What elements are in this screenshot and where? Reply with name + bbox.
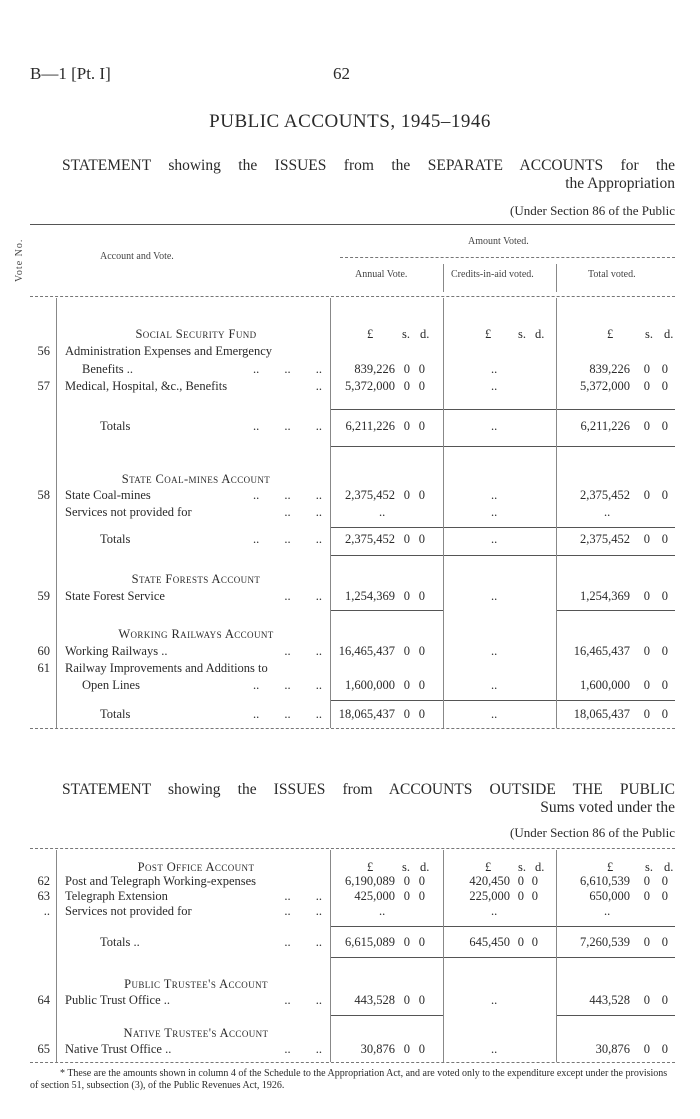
leader-dots: .. .. [284, 505, 322, 519]
total-voted-shillings: 0 [643, 935, 650, 949]
column-line [330, 298, 331, 728]
total-voted-pence: 0 [661, 889, 668, 903]
table-row [0, 488, 700, 504]
annual-vote-pence: 0 [418, 889, 425, 903]
account-heading: Social Security Fund [135, 327, 257, 341]
header-col-line [443, 264, 444, 292]
shillings-symbol: s. [645, 327, 653, 341]
table1-subtitle: (Under Section 86 of the Public [510, 203, 675, 218]
annual-vote-pounds: 425,000 [354, 889, 395, 903]
footnote: * These are the amounts shown in column 4 of the Schedule to the Appropriation Act, and are voted only to the expenditure except under the provisions of section 51, subsection (3), of the Public Revenues Act, 1926. [30, 1068, 668, 1091]
subtotal-rule [444, 926, 556, 927]
credits-in-aid-dash: .. [491, 362, 498, 376]
total-voted-pence: 0 [661, 379, 668, 393]
account-heading: Post Office Account [137, 860, 255, 874]
annual-vote-pence: 0 [418, 589, 425, 603]
leader-dots: .. .. .. [253, 419, 322, 433]
totals-row [0, 935, 700, 951]
subtotal-rule [331, 610, 443, 611]
table-row [0, 362, 700, 378]
table1-statement: STATEMENT showing the ISSUES from the SEPARATE ACCOUNTS for the [62, 157, 675, 174]
annual-vote-shillings: 0 [403, 589, 410, 603]
annual-vote-dash: .. [379, 904, 386, 918]
total-voted-pounds: 650,000 [589, 889, 630, 903]
shillings-symbol: s. [518, 327, 526, 341]
subtotal-rule [557, 610, 675, 611]
credits-in-aid-dash: .. [491, 644, 498, 658]
column-line [556, 850, 557, 1062]
pence-symbol: d. [420, 860, 430, 874]
subtotal-rule [444, 957, 556, 958]
credits-in-aid-dash: .. [491, 379, 498, 393]
table-row [0, 678, 700, 694]
credits-in-aid-pence: 0 [531, 889, 538, 903]
leader-dots: .. .. .. [253, 678, 322, 692]
annual-vote-pence: 0 [418, 644, 425, 658]
row-label: Working Railways .. [65, 644, 168, 658]
annual-vote-pounds: 2,375,452 [345, 532, 395, 546]
annual-vote-pounds: 443,528 [354, 993, 395, 1007]
credits-in-aid-shillings: 0 [517, 874, 524, 888]
document-code: B—1 [Pt. I] [30, 64, 111, 83]
total-voted-shillings: 0 [643, 532, 650, 546]
annual-vote-shillings: 0 [403, 678, 410, 692]
subtotal-rule [444, 700, 556, 701]
row-label: Native Trust Office .. [65, 1042, 172, 1056]
table-row [0, 1042, 700, 1058]
credits-in-aid-dash: .. [491, 707, 498, 721]
total-voted-shillings: 0 [643, 488, 650, 502]
leader-dots: .. .. .. [253, 707, 322, 721]
shillings-symbol: s. [402, 327, 410, 341]
table1-top-rule [30, 224, 675, 225]
row-label: Totals .. [100, 935, 140, 949]
table2-statement-cont: Sums voted under the [540, 799, 675, 816]
vote-number: 64 [37, 993, 50, 1007]
subtotal-rule [331, 446, 443, 447]
credits-in-aid-shillings: 0 [517, 935, 524, 949]
credits-in-aid-dash: .. [491, 589, 498, 603]
leader-dots: .. .. .. [253, 532, 322, 546]
leader-dots: .. .. .. [253, 488, 322, 502]
annual-vote-pence: 0 [418, 1042, 425, 1056]
shillings-symbol: s. [402, 860, 410, 874]
subtotal-rule [331, 957, 443, 958]
leader-dots: .. .. [284, 589, 322, 603]
total-voted-pounds: 2,375,452 [580, 532, 630, 546]
column-line [556, 298, 557, 728]
credits-in-aid-dash: .. [491, 488, 498, 502]
vote-number: 62 [37, 874, 50, 888]
annual-vote-shillings: 0 [403, 419, 410, 433]
row-label: Post and Telegraph Working-expenses [65, 874, 257, 888]
subtotal-rule [557, 409, 675, 410]
credits-in-aid-dash: .. [491, 678, 498, 692]
leader-dots: .. .. [284, 935, 322, 949]
vote-no-header: Vote No. [14, 238, 25, 282]
annual-vote-pounds: 6,211,226 [345, 419, 395, 433]
total-voted-shillings: 0 [643, 644, 650, 658]
column-line [330, 850, 331, 1062]
subtotal-rule [331, 527, 443, 528]
total-voted-pence: 0 [661, 488, 668, 502]
annual-vote-shillings: 0 [403, 707, 410, 721]
shillings-symbol: s. [518, 860, 526, 874]
total-voted-dash: .. [604, 505, 611, 519]
annual-vote-shillings: 0 [403, 889, 410, 903]
vote-number: 61 [37, 661, 50, 675]
credits-in-aid-pounds: 420,450 [469, 874, 510, 888]
account-heading: Public Trustee's Account [124, 977, 268, 991]
annual-vote-pence: 0 [418, 488, 425, 502]
subtotal-rule [557, 527, 675, 528]
table-row [0, 661, 700, 677]
credits-in-aid-pence: 0 [531, 935, 538, 949]
header-divider [340, 257, 675, 258]
credits-in-aid-pounds: 645,450 [469, 935, 510, 949]
row-label: Telegraph Extension [65, 889, 168, 903]
leader-dots: .. .. [284, 644, 322, 658]
subtotal-rule [557, 700, 675, 701]
total-voted-pounds: 6,211,226 [580, 419, 630, 433]
column-line [443, 298, 444, 728]
vote-number: 65 [37, 1042, 50, 1056]
account-heading-row [0, 572, 700, 588]
pence-symbol: d. [664, 327, 674, 341]
total-voted-shillings: 0 [643, 1042, 650, 1056]
amount-voted-header: Amount Voted. [468, 236, 529, 247]
total-voted-shillings: 0 [643, 419, 650, 433]
annual-vote-pence: 0 [418, 678, 425, 692]
total-voted-pence: 0 [661, 419, 668, 433]
credits-in-aid-pounds: 225,000 [469, 889, 510, 903]
table-bottom-rule [30, 1062, 675, 1063]
annual-vote-shillings: 0 [403, 379, 410, 393]
table2-top-rule [30, 848, 675, 849]
row-label: Totals [100, 419, 131, 433]
vote-number: 60 [37, 644, 50, 658]
annual-vote-pence: 0 [418, 935, 425, 949]
credits-in-aid-dash: .. [491, 904, 498, 918]
account-heading-row [0, 977, 700, 993]
credits-in-aid-dash: .. [491, 505, 498, 519]
total-voted-shillings: 0 [643, 993, 650, 1007]
table-bottom-rule [30, 728, 675, 729]
total-voted-pounds: 18,065,437 [573, 707, 630, 721]
page-number: 62 [333, 64, 350, 83]
column-line [56, 298, 57, 728]
total-voted-pence: 0 [661, 678, 668, 692]
table-row [0, 874, 700, 890]
row-label: Medical, Hospital, &c., Benefits [65, 379, 228, 393]
row-label: Administration Expenses and Emergency [65, 344, 273, 358]
table-row [0, 379, 700, 395]
credits-in-aid-pence: 0 [531, 874, 538, 888]
totals-row [0, 419, 700, 435]
account-heading-row [0, 1026, 700, 1042]
table2-statement: STATEMENT showing the ISSUES from ACCOUNTS OUTSIDE THE PUBLIC [62, 781, 675, 798]
subtotal-rule [331, 1015, 443, 1016]
subtotal-rule [444, 446, 556, 447]
credits-in-aid-shillings: 0 [517, 889, 524, 903]
annual-vote-pounds: 1,600,000 [345, 678, 395, 692]
credits-in-aid-dash: .. [491, 419, 498, 433]
row-label: Totals [100, 707, 131, 721]
annual-vote-shillings: 0 [403, 362, 410, 376]
total-voted-pence: 0 [661, 362, 668, 376]
row-label: Public Trust Office .. [65, 993, 170, 1007]
credits-in-aid-dash: .. [491, 993, 498, 1007]
total-voted-shillings: 0 [643, 889, 650, 903]
table2-subtitle: (Under Section 86 of the Public [510, 825, 675, 840]
header-bottom-rule [30, 296, 675, 297]
subtotal-rule [557, 926, 675, 927]
annual-vote-pounds: 2,375,452 [345, 488, 395, 502]
annual-vote-shillings: 0 [403, 993, 410, 1007]
totals-row [0, 707, 700, 723]
annual-vote-header: Annual Vote. [355, 269, 408, 280]
row-label: Services not provided for [65, 505, 192, 519]
row-label: Services not provided for [65, 904, 192, 918]
leader-dots: .. [315, 379, 322, 393]
column-line [443, 850, 444, 1062]
subtotal-rule [444, 527, 556, 528]
subtotal-rule [331, 926, 443, 927]
pound-symbol: £ [485, 860, 492, 874]
row-label: Totals [100, 532, 131, 546]
leader-dots: .. .. [284, 889, 322, 903]
total-voted-pence: 0 [661, 532, 668, 546]
pound-symbol: £ [367, 860, 374, 874]
annual-vote-shillings: 0 [403, 1042, 410, 1056]
subtotal-rule [444, 409, 556, 410]
credits-header: Credits-in-aid voted. [451, 269, 534, 280]
total-voted-dash: .. [604, 904, 611, 918]
subtotal-rule [331, 700, 443, 701]
totals-row [0, 532, 700, 548]
total-voted-pence: 0 [661, 993, 668, 1007]
subtotal-rule [557, 957, 675, 958]
total-voted-pounds: 6,610,539 [580, 874, 630, 888]
total-voted-pounds: 1,254,369 [580, 589, 630, 603]
column-line [56, 850, 57, 1062]
table-row [0, 904, 700, 920]
pence-symbol: d. [535, 860, 545, 874]
row-label: Benefits .. [82, 362, 134, 376]
annual-vote-pounds: 30,876 [360, 1042, 395, 1056]
annual-vote-pounds: 18,065,437 [338, 707, 395, 721]
total-voted-pounds: 1,600,000 [580, 678, 630, 692]
account-heading-row [0, 327, 700, 343]
table-row [0, 589, 700, 605]
credits-in-aid-dash: .. [491, 532, 498, 546]
pound-symbol: £ [485, 327, 492, 341]
total-voted-shillings: 0 [643, 678, 650, 692]
credits-in-aid-dash: .. [491, 1042, 498, 1056]
vote-number: .. [43, 904, 50, 918]
leader-dots: .. .. [284, 1042, 322, 1056]
annual-vote-dash: .. [379, 505, 386, 519]
account-heading: State Coal-mines Account [121, 472, 271, 486]
total-voted-pence: 0 [661, 874, 668, 888]
account-heading: Native Trustee's Account [123, 1026, 269, 1040]
total-voted-shillings: 0 [643, 589, 650, 603]
total-voted-pounds: 5,372,000 [580, 379, 630, 393]
table-row [0, 993, 700, 1009]
total-voted-header: Total voted. [588, 269, 636, 280]
vote-number: 58 [37, 488, 50, 502]
annual-vote-shillings: 0 [403, 532, 410, 546]
vote-number: 56 [37, 344, 50, 358]
total-voted-pence: 0 [661, 589, 668, 603]
annual-vote-pence: 0 [418, 379, 425, 393]
total-voted-pence: 0 [661, 1042, 668, 1056]
total-voted-shillings: 0 [643, 707, 650, 721]
pence-symbol: d. [535, 327, 545, 341]
row-label: Railway Improvements and Additions to [65, 661, 268, 675]
vote-number: 63 [37, 889, 50, 903]
shillings-symbol: s. [645, 860, 653, 874]
subtotal-rule [331, 555, 443, 556]
pence-symbol: d. [420, 327, 430, 341]
table1-statement-cont: the Appropriation [565, 175, 675, 192]
table-row [0, 889, 700, 905]
total-voted-pounds: 2,375,452 [580, 488, 630, 502]
leader-dots: .. .. [284, 993, 322, 1007]
pound-symbol: £ [607, 860, 614, 874]
pound-symbol: £ [607, 327, 614, 341]
subtotal-rule [557, 1015, 675, 1016]
row-label: State Forest Service [65, 589, 165, 603]
total-voted-pounds: 30,876 [595, 1042, 630, 1056]
account-heading-row [0, 472, 700, 488]
total-voted-pounds: 839,226 [589, 362, 630, 376]
annual-vote-pence: 0 [418, 993, 425, 1007]
total-voted-pence: 0 [661, 707, 668, 721]
total-voted-shillings: 0 [643, 874, 650, 888]
total-voted-pence: 0 [661, 644, 668, 658]
total-voted-shillings: 0 [643, 379, 650, 393]
total-voted-pounds: 7,260,539 [580, 935, 630, 949]
vote-number: 57 [37, 379, 50, 393]
pence-symbol: d. [664, 860, 674, 874]
account-header: Account and Vote. [100, 251, 174, 262]
annual-vote-shillings: 0 [403, 935, 410, 949]
annual-vote-pounds: 6,615,089 [345, 935, 395, 949]
annual-vote-pounds: 5,372,000 [345, 379, 395, 393]
table-row [0, 644, 700, 660]
annual-vote-shillings: 0 [403, 644, 410, 658]
subtotal-rule [331, 409, 443, 410]
total-voted-pence: 0 [661, 935, 668, 949]
annual-vote-pence: 0 [418, 707, 425, 721]
leader-dots: .. .. .. [253, 362, 322, 376]
table-row [0, 505, 700, 521]
pound-symbol: £ [367, 327, 374, 341]
annual-vote-pence: 0 [418, 874, 425, 888]
row-label: Open Lines [82, 678, 140, 692]
total-voted-pounds: 443,528 [589, 993, 630, 1007]
total-voted-shillings: 0 [643, 362, 650, 376]
annual-vote-shillings: 0 [403, 488, 410, 502]
account-heading: State Forests Account [131, 572, 261, 586]
vote-number: 59 [37, 589, 50, 603]
header-col-line [556, 264, 557, 292]
annual-vote-pence: 0 [418, 419, 425, 433]
annual-vote-pounds: 6,190,089 [345, 874, 395, 888]
leader-dots: .. .. [284, 904, 322, 918]
account-heading: Working Railways Account [118, 627, 274, 641]
account-heading-row [0, 627, 700, 643]
annual-vote-pounds: 839,226 [354, 362, 395, 376]
annual-vote-pounds: 16,465,437 [338, 644, 395, 658]
subtotal-rule [557, 446, 675, 447]
table-row [0, 344, 700, 360]
row-label: State Coal-mines [65, 488, 151, 502]
annual-vote-shillings: 0 [403, 874, 410, 888]
annual-vote-pence: 0 [418, 362, 425, 376]
subtotal-rule [557, 555, 675, 556]
page-title: PUBLIC ACCOUNTS, 1945–1946 [209, 111, 491, 132]
total-voted-pounds: 16,465,437 [573, 644, 630, 658]
annual-vote-pence: 0 [418, 532, 425, 546]
subtotal-rule [444, 555, 556, 556]
annual-vote-pounds: 1,254,369 [345, 589, 395, 603]
